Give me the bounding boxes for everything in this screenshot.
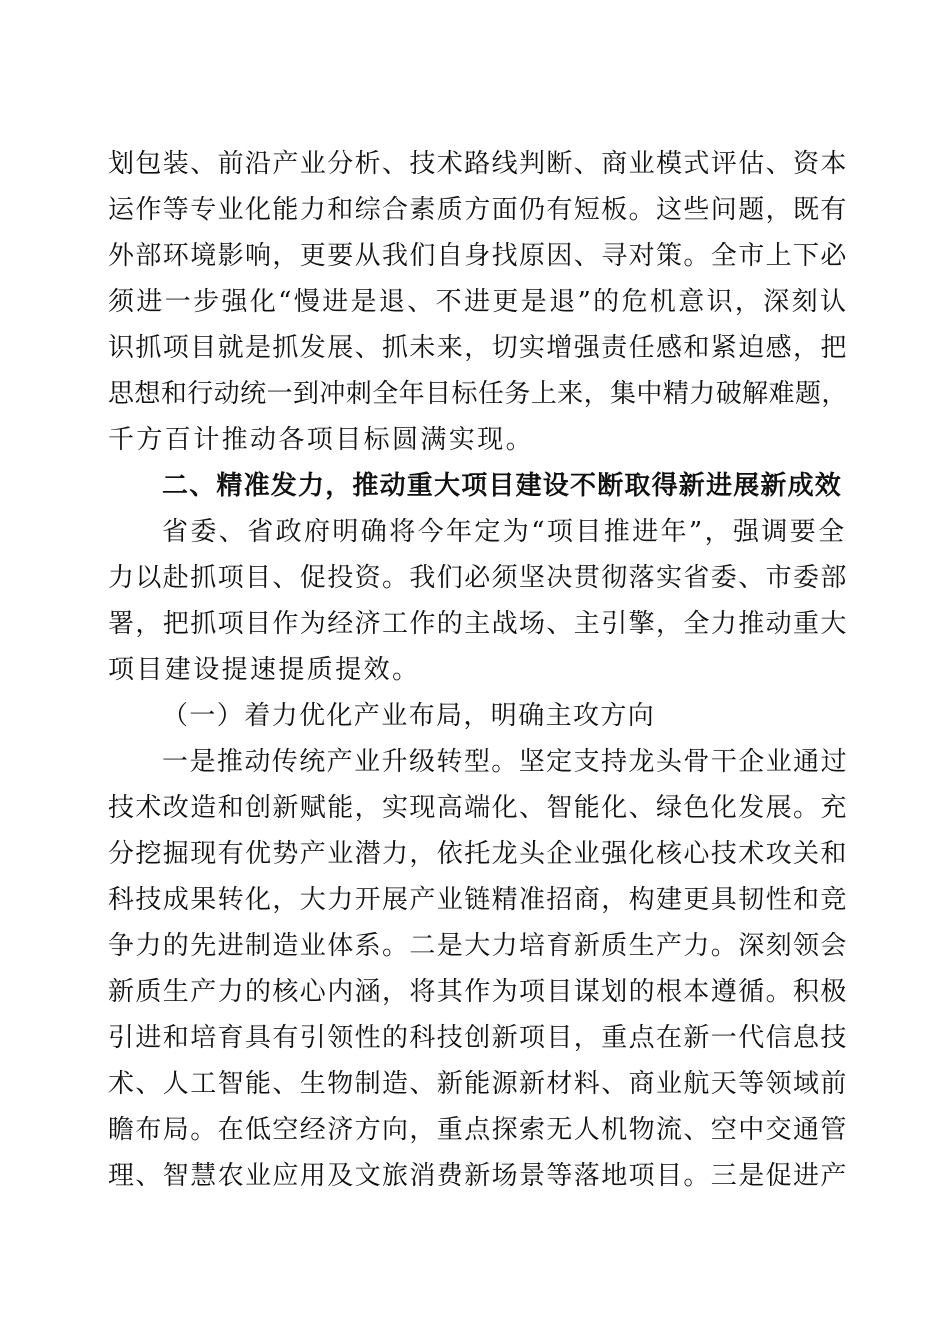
text-line: 项目建设提速提质提效。 bbox=[108, 655, 421, 685]
text-line: 理、智慧农业应用及文旅消费新场景等落地项目。三是促进产 bbox=[108, 1161, 848, 1191]
lead-phrase: 一是推动传统产业升级转型。 bbox=[162, 747, 519, 777]
text-line: 须进一步强化“慢进是退、不进更是退”的危机意识，深刻认 bbox=[108, 287, 849, 317]
text-line: 省委、省政府明确将今年定为“项目推进年”，强调要全 bbox=[162, 517, 847, 547]
text-line: 千方百计推动各项目标圆满实现。 bbox=[108, 425, 535, 455]
text-line: 外部环境影响，更要从我们自身找原因、寻对策。全市上下必 bbox=[108, 241, 848, 271]
text-line: 运作等专业化能力和综合素质方面仍有短板。这些问题，既有 bbox=[108, 195, 848, 225]
lead-rest: 坚定支持龙头骨干企业通过 bbox=[518, 747, 849, 777]
text-line: 科技成果转化，大力开展产业链精准招商，构建更具韧性和竞 bbox=[108, 885, 848, 915]
paragraph-first-line bbox=[162, 747, 848, 777]
text-line: 瞻布局。在低空经济方向，重点探索无人机物流、空中交通管 bbox=[108, 1115, 848, 1145]
text-line: 思想和行动统一到冲刺全年目标任务上来，集中精力破解难题， bbox=[108, 379, 848, 409]
text-line: 新质生产力的核心内涵，将其作为项目谋划的根本遵循。积极 bbox=[108, 977, 848, 1007]
text-line: 署，把抓项目作为经济工作的主战场、主引擎，全力推动重大 bbox=[108, 609, 848, 639]
subsection-heading: （一）着力优化产业布局，明确主攻方向 bbox=[162, 701, 656, 731]
text-line: 分挖掘现有优势产业潜力，依托龙头企业强化核心技术攻关和 bbox=[108, 839, 848, 869]
text-line: 争力的先进制造业体系。二是大力培育新质生产力。深刻领会 bbox=[108, 931, 848, 961]
text-line: 划包装、前沿产业分析、技术路线判断、商业模式评估、资本 bbox=[108, 149, 848, 179]
text-line: 技术改造和创新赋能，实现高端化、智能化、绿色化发展。充 bbox=[108, 793, 848, 823]
text-line: 术、人工智能、生物制造、新能源新材料、商业航天等领域前 bbox=[108, 1069, 848, 1099]
text-line: 识抓项目就是抓发展、抓未来，切实增强责任感和紧迫感，把 bbox=[108, 333, 848, 363]
text-line: 引进和培育具有引领性的科技创新项目，重点在新一代信息技 bbox=[108, 1023, 848, 1053]
section-heading: 二、精准发力，推动重大项目建设不断取得新进展新成效 bbox=[162, 471, 843, 501]
text-line: 力以赴抓项目、促投资。我们必须坚决贯彻落实省委、市委部 bbox=[108, 563, 848, 593]
